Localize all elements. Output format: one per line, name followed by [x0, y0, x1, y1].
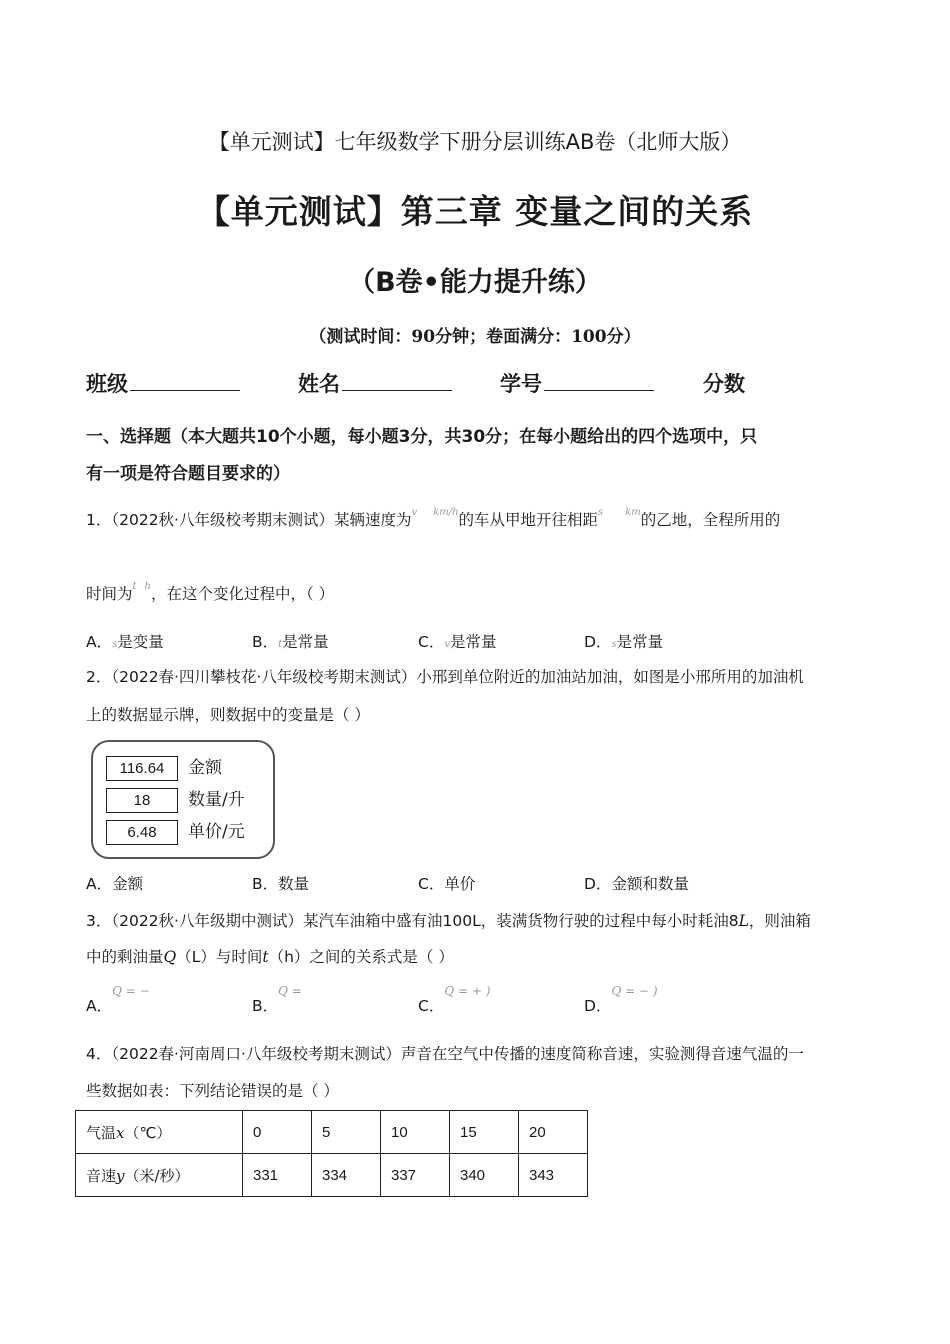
table-cell: 5	[312, 1111, 381, 1154]
exam-time-info: （测试时间：90分钟；卷面满分：100分）	[309, 327, 641, 347]
table-cell: 0	[243, 1111, 312, 1154]
q2-option-d[interactable]: D．金额和数量	[584, 875, 689, 893]
pump-amount-label: 金额	[188, 758, 222, 778]
q3-formula-c: Q = + )	[444, 984, 491, 998]
table-cell: 340	[450, 1154, 519, 1197]
class-label: 班级	[86, 372, 128, 396]
pump-price-label: 单价/元	[188, 822, 245, 842]
score-label: 分数	[703, 372, 745, 396]
name-label: 姓名	[298, 372, 340, 396]
q3-formula-a: Q = −	[112, 984, 150, 998]
q1-option-b[interactable]: B．t是常量	[252, 633, 329, 651]
q2-option-a[interactable]: A．金额	[86, 875, 144, 893]
q3-formula-d: Q = − )	[611, 984, 658, 998]
series-title: 【单元测试】七年级数学下册分层训练AB卷（北师大版）	[208, 130, 742, 154]
q3-option-b[interactable]: B．$^{Q =}$	[252, 984, 302, 1015]
score-field	[703, 368, 745, 398]
pump-amount-value: 116.64	[106, 756, 178, 781]
table-row	[76, 1111, 588, 1154]
class-field	[86, 368, 240, 398]
question-2-line2: 上的数据显示牌，则数据中的变量是（ ）	[86, 706, 370, 724]
q1-h-formula: h	[144, 581, 151, 592]
sound-speed-table	[75, 1110, 588, 1197]
q3-formula-b: Q =	[278, 984, 302, 998]
q3-option-a[interactable]: A．$^{Q = -}$	[86, 984, 150, 1015]
name-field	[298, 368, 452, 398]
id-field	[500, 368, 654, 398]
table-header-speed: 音速y（米/秒）	[76, 1154, 243, 1197]
question-1-line2: 时间为$^t$ $^h$，在这个变化过程中，（ ）	[86, 581, 335, 603]
q3-option-c[interactable]: C．$^{Q = + )}$	[418, 984, 491, 1015]
id-label: 学号	[500, 372, 542, 396]
question-3-line2: 中的剩油量Q（L）与时间t（h）之间的关系式是（ ）	[86, 948, 454, 966]
q1-option-a[interactable]: A．s是变量	[86, 633, 164, 651]
q3-option-d[interactable]: D．$^{Q = - )}$	[584, 984, 658, 1015]
table-cell: 331	[243, 1154, 312, 1197]
table-cell: 343	[519, 1154, 588, 1197]
table-header-temperature: 气温x（℃）	[76, 1111, 243, 1154]
question-4-line2: 些数据如表：下列结论错误的是（ ）	[86, 1082, 339, 1100]
table-cell: 337	[381, 1154, 450, 1197]
class-blank	[130, 370, 240, 391]
section-heading-line2: 有一项是符合题目要求的）	[86, 464, 290, 484]
q1-km-formula: km	[625, 507, 641, 518]
sub-title: （B卷•能力提升练）	[348, 267, 602, 298]
q2-option-b[interactable]: B．数量	[252, 875, 310, 893]
fuel-pump-display	[91, 740, 275, 859]
q1-t-formula: t	[132, 581, 137, 592]
q1-option-d[interactable]: D．s是常量	[584, 633, 664, 651]
q1-unit-formula: km/h	[433, 507, 459, 518]
table-row	[76, 1154, 588, 1197]
table-cell: 334	[312, 1154, 381, 1197]
name-blank	[342, 370, 452, 391]
question-1-line1: 1．（2022秋·八年级校考期末测试）某辆速度为$^v$ $^{km/h}$的车从甲地开往相距$^s$ $^{km}$的乙地，全程所用的	[86, 507, 781, 529]
table-cell: 15	[450, 1111, 519, 1154]
question-2-line1: 2．（2022春·四川攀枝花·八年级校考期末测试）小邢到单位附近的加油站加油，如图是小邢所用的加油机	[86, 668, 804, 686]
id-blank	[544, 370, 654, 391]
q1-s-formula: s	[598, 507, 604, 518]
q1-option-c[interactable]: C．v是常量	[418, 633, 497, 651]
table-cell: 20	[519, 1111, 588, 1154]
pump-price-value: 6.48	[106, 820, 178, 845]
question-3-line1: 3．（2022秋·八年级期中测试）某汽车油箱中盛有油100L，装满货物行驶的过程中每小时耗油8L，则油箱	[86, 912, 811, 930]
section-heading-line1: 一、选择题（本大题共10个小题，每小题3分，共30分；在每小题给出的四个选项中，只	[86, 427, 758, 447]
page-title: 【单元测试】第三章 变量之间的关系	[196, 192, 754, 231]
question-4-line1: 4．（2022春·河南周口·八年级校考期末测试）声音在空气中传播的速度简称音速，实验测得音速气温的一	[86, 1045, 804, 1063]
q2-option-c[interactable]: C．单价	[418, 875, 476, 893]
pump-quantity-value: 18	[106, 788, 178, 813]
table-cell: 10	[381, 1111, 450, 1154]
pump-quantity-label: 数量/升	[188, 790, 245, 810]
q1-v-formula: v	[411, 507, 418, 518]
